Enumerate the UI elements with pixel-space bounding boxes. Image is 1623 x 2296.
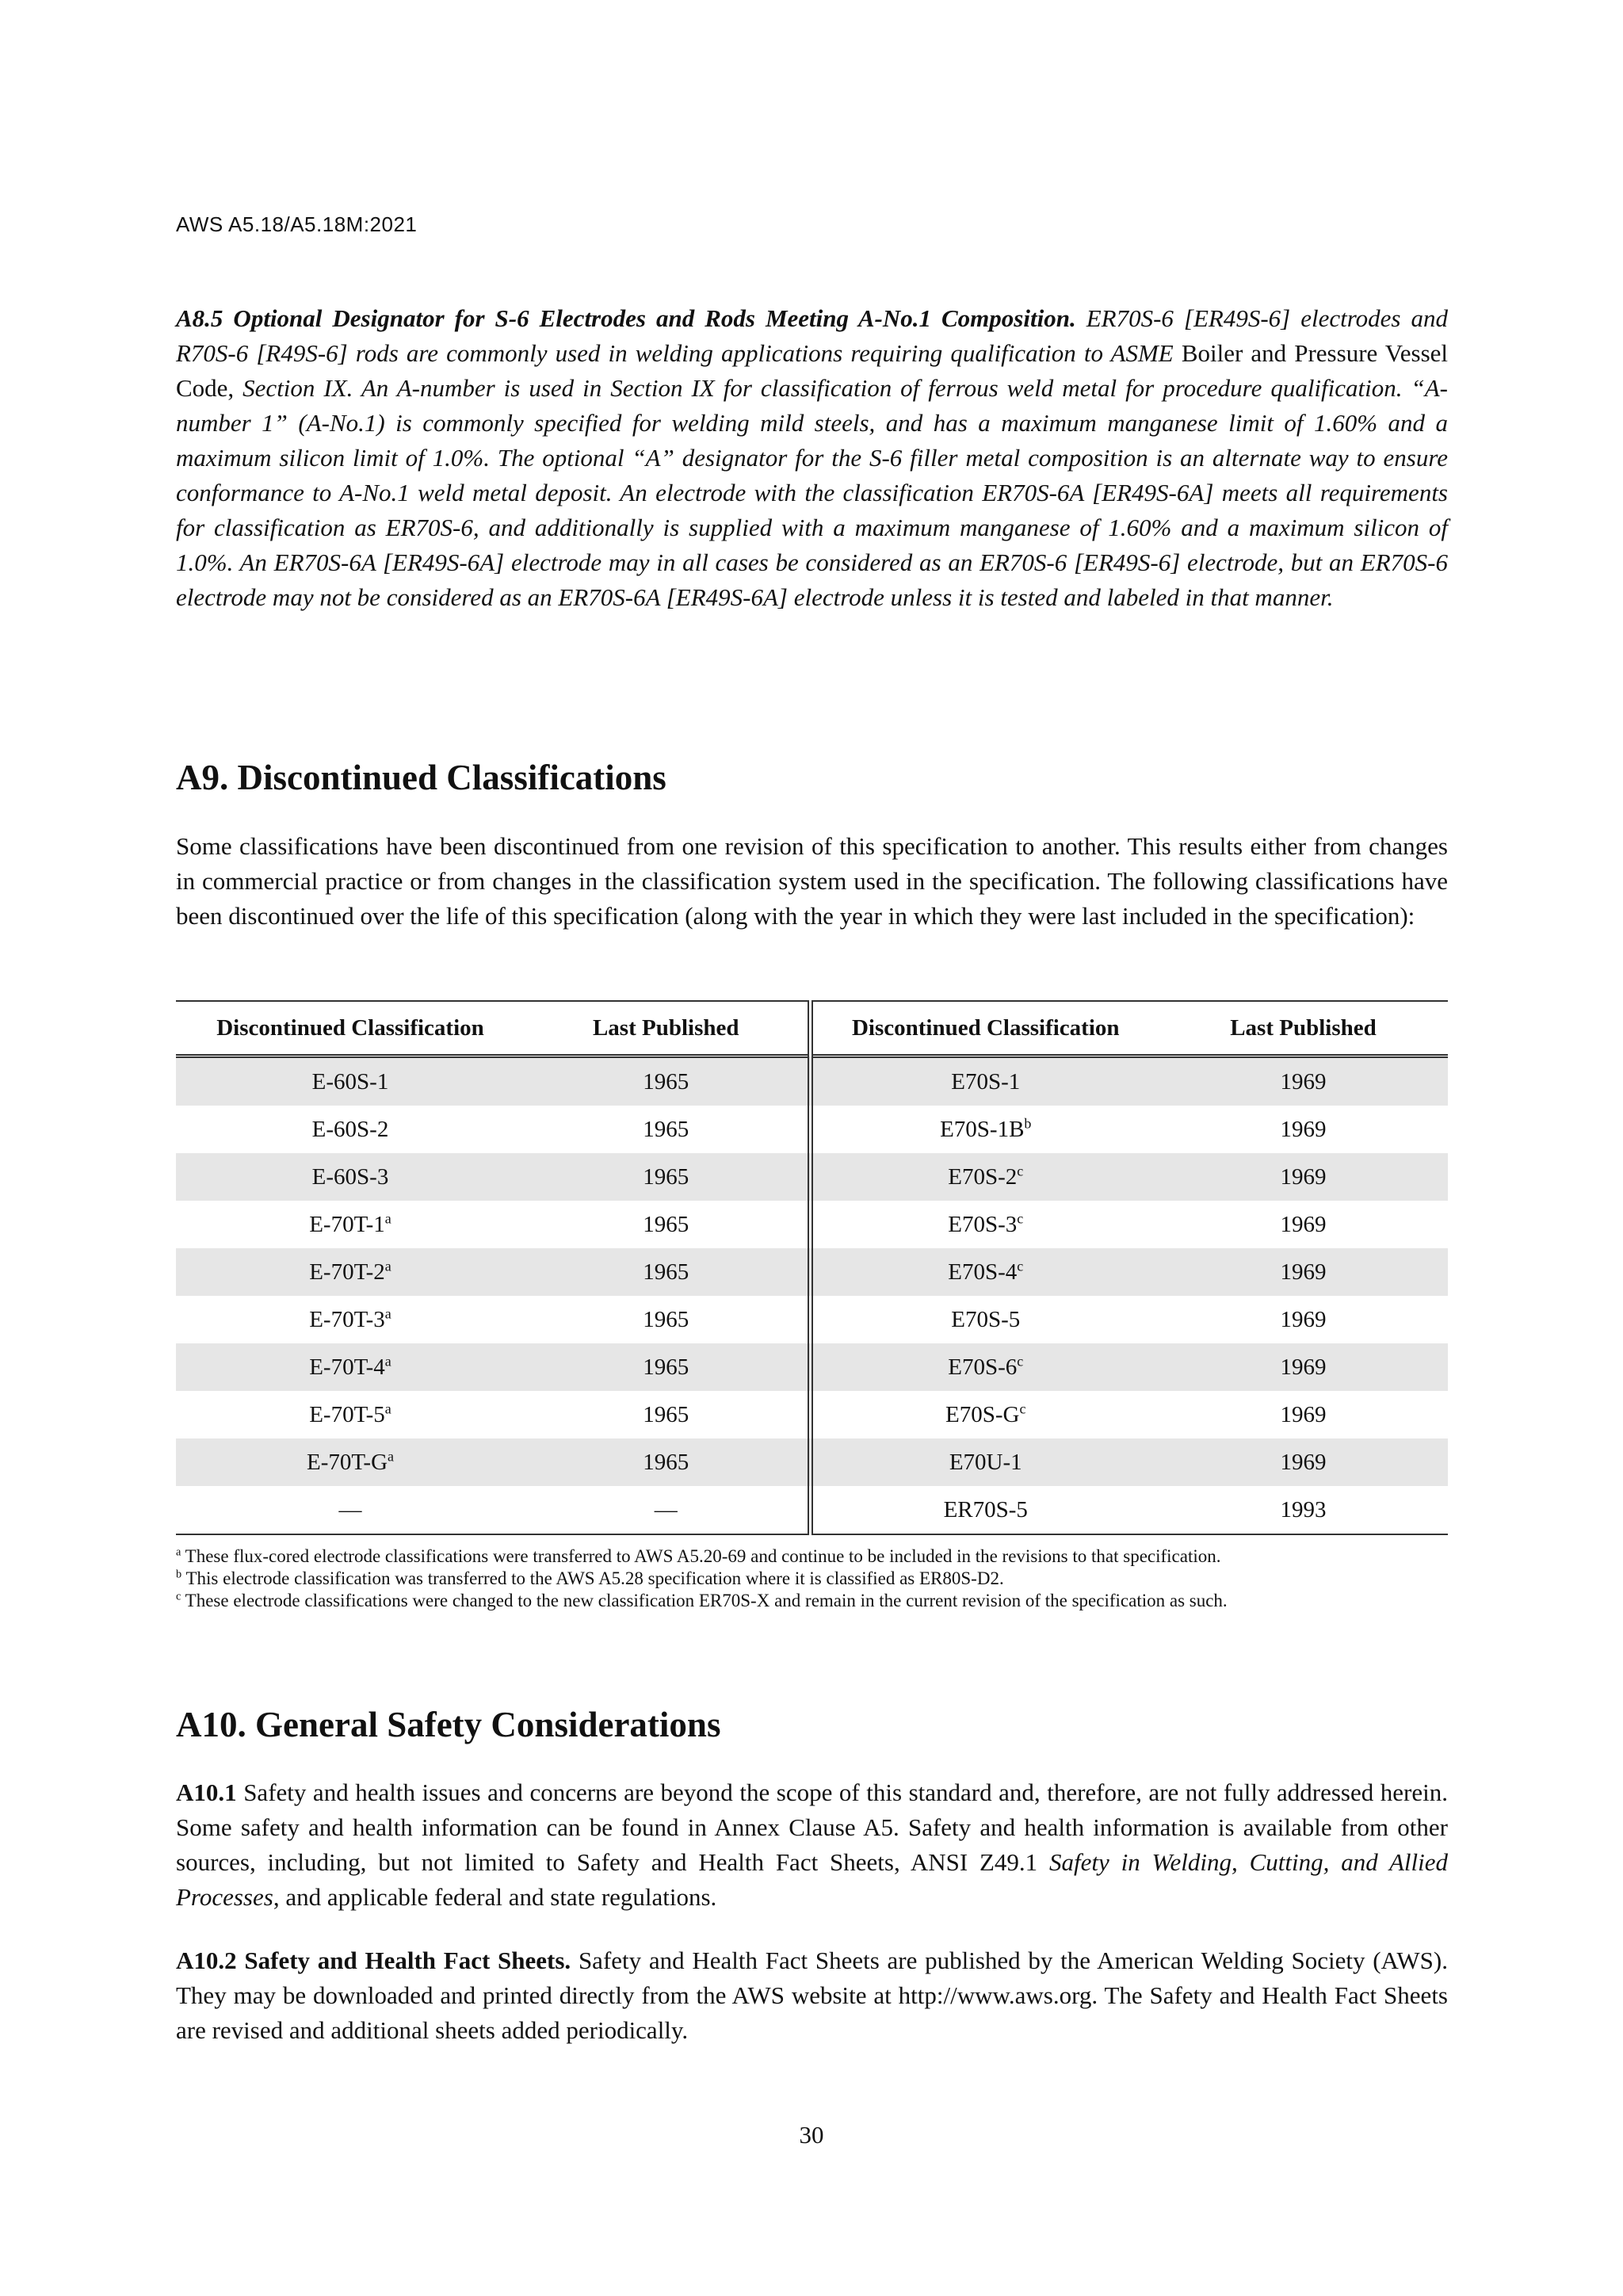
year-cell: 1965 bbox=[525, 1056, 810, 1106]
a8-5-title: A8.5 Optional Designator for S-6 Electrodes and Rods Meeting A-No.1 Composition. bbox=[176, 304, 1076, 332]
year-cell: 1969 bbox=[1159, 1438, 1448, 1486]
footnote-marker: a bbox=[388, 1447, 394, 1464]
classification-cell: E-70T-3$^a$ bbox=[309, 1305, 391, 1332]
year-cell: 1965 bbox=[525, 1248, 810, 1296]
classification-cell: E70S-6$^c$ bbox=[810, 1343, 1159, 1391]
year-cell: 1965 bbox=[525, 1201, 810, 1248]
table-row bbox=[176, 1296, 1448, 1343]
footnote: $^b$ This electrode classification was transferred to the AWS A5.28 specification where it is classified as ER80S-D2. bbox=[176, 1568, 1004, 1588]
table-row bbox=[176, 1343, 1448, 1391]
footnote: $^c$ These electrode classifications were changed to the new classification ER70S-X and remain in the current revision of the specification as such. bbox=[176, 1590, 1228, 1610]
classification-cell: $E-70T-G^a$ bbox=[176, 1438, 525, 1486]
year-cell: 1969 bbox=[1280, 1211, 1327, 1237]
footnote-marker: a bbox=[384, 1257, 391, 1274]
a8-5-section: Section IX. bbox=[242, 374, 353, 402]
year-cell: 1965 bbox=[525, 1153, 810, 1201]
classification-cell: E-60S-2 bbox=[311, 1116, 389, 1142]
classification-cell: E-60S-1 bbox=[176, 1056, 525, 1106]
footnote-marker: c bbox=[1019, 1400, 1026, 1416]
year-cell: 1969 bbox=[1159, 1248, 1448, 1296]
year-cell: 1965 bbox=[525, 1391, 810, 1438]
year-cell: 1965 bbox=[525, 1438, 810, 1486]
column-header: Last Published bbox=[1159, 1001, 1448, 1056]
year-cell: 1965 bbox=[525, 1296, 810, 1343]
classification-cell: E-70T-1$^a$ bbox=[309, 1209, 391, 1237]
a8-5-text-2: An A-number is used in Section IX for classification of ferrous weld metal for procedure qualification. “A-number 1” (A-No.1) is commonly specified for welding mild steels, and has a maximum manganese limit of 1.60% and a maximum silicon limit of 1.0%. The optional “A” designator for the S-6 filler metal composition is an alternate way to ensure conformance to A-No.1 weld metal deposit. An electrode with the classification ER70S-6A [ER49S-6A] meets all requirements for classification as ER70S-6, and additionally is supplied with a maximum manganese of 1.60% and a maximum silicon of 1.0%. An ER70S-6A [ER49S-6A] electrode may in all cases be considered as an ER70S-6 [ER49S-6] electrode, but an ER70S-6 electrode may not be considered as an ER70S-6A [ER49S-6A] electrode unless it is tested and labeled in that manner. bbox=[176, 374, 1448, 611]
classification-cell: E70S-5 bbox=[951, 1306, 1021, 1332]
classification-cell: E70S-1 bbox=[810, 1056, 1159, 1106]
a8-5-text-1: ER70S-6 [ER49S-6] electrodes and R70S-6 [R49S-6] rods are commonly used in welding applications requiring qualification to bbox=[176, 304, 1449, 367]
a10-1-label: A10.1 bbox=[176, 1778, 237, 1806]
year-cell: 1969 bbox=[1280, 1306, 1327, 1332]
year-cell: 1965 bbox=[525, 1106, 810, 1153]
footnote-marker: b bbox=[1024, 1114, 1032, 1131]
section-a8-5-paragraph bbox=[176, 301, 1448, 615]
year-cell: — bbox=[525, 1486, 810, 1534]
a9-paragraph: Some classifications have been discontinued from one revision of this specification to another. This results either from changes in commercial practice or from changes in the classification system used in the specification. The following classifications have been discontinued over the life of this specification (along with the year in which they were last included in the specification): bbox=[176, 832, 1448, 930]
year-cell: 1969 bbox=[1159, 1343, 1448, 1391]
footnote-marker: a bbox=[384, 1352, 391, 1369]
classification-cell: E-60S-3 bbox=[176, 1153, 525, 1201]
a8-5-asme: ASME bbox=[1110, 339, 1174, 367]
year-cell: 1965 bbox=[525, 1343, 810, 1391]
footnote-marker: c bbox=[1017, 1162, 1024, 1179]
table-row bbox=[176, 1056, 1448, 1106]
table-row bbox=[176, 1391, 1448, 1438]
classification-cell: E-70T-5$^a$ bbox=[309, 1400, 391, 1427]
footnote-marker: a bbox=[384, 1209, 391, 1226]
a10-2-paragraph bbox=[176, 1943, 1448, 2048]
discontinued-classifications-table bbox=[176, 1000, 1448, 1535]
classification-cell: E70U-1 bbox=[810, 1438, 1159, 1486]
classification-cell: E-70T-2$^a$ bbox=[176, 1248, 525, 1296]
classification-cell: $E70S-1B^b$ bbox=[940, 1114, 1032, 1142]
table-row bbox=[176, 1248, 1448, 1296]
footnote: $^a$ These flux-cored electrode classifications were transferred to AWS A5.20-69 and continue to be included in the revisions to that specification. bbox=[176, 1545, 1221, 1566]
footnote-marker: c bbox=[1017, 1352, 1024, 1369]
table-row bbox=[176, 1153, 1448, 1201]
classification-cell: E70S-3$^c$ bbox=[948, 1209, 1024, 1237]
footnote-marker: a bbox=[384, 1400, 391, 1416]
column-header: Discontinued Classification bbox=[810, 1001, 1159, 1056]
footnote-marker: a bbox=[384, 1305, 391, 1321]
classification-cell: ER70S-5 bbox=[810, 1486, 1159, 1534]
year-cell: 1969 bbox=[1280, 1116, 1327, 1142]
classification-cell: $E70S-G^c$ bbox=[945, 1400, 1026, 1427]
section-heading-a10: A10. General Safety Considerations bbox=[176, 1705, 721, 1744]
column-header: Discontinued Classification bbox=[176, 1001, 525, 1056]
a10-1-tail: , and applicable federal and state regulations. bbox=[273, 1883, 717, 1911]
section-heading-a9: A9. Discontinued Classifications bbox=[176, 758, 666, 797]
year-cell: 1993 bbox=[1159, 1486, 1448, 1534]
year-cell: 1969 bbox=[1280, 1401, 1327, 1427]
a10-1-paragraph bbox=[176, 1775, 1448, 1915]
year-cell: 1969 bbox=[1159, 1056, 1448, 1106]
footnote-marker: c bbox=[1017, 1257, 1024, 1274]
classification-cell: E70S-4$^c$ bbox=[810, 1248, 1159, 1296]
classification-cell: — bbox=[176, 1486, 525, 1534]
column-header: Last Published bbox=[525, 1001, 810, 1056]
year-cell: 1969 bbox=[1159, 1153, 1448, 1201]
a10-1-text: Safety and health issues and concerns are beyond the scope of this standard and, therefore, are not fully addressed herein. Some safety and health information can be found in Annex Clause A5. Safety and health information is available from other sources, including, but not limited to Safety and Health Fact Sheets, ANSI Z49.1 bbox=[176, 1778, 1448, 1876]
a10-2-label: A10.2 Safety and Health Fact Sheets. bbox=[176, 1946, 571, 1974]
table-row bbox=[176, 1486, 1448, 1534]
table-header-row bbox=[176, 1001, 1448, 1056]
a10-1-title: Safety in Welding, Cutting, and Allied Processes bbox=[176, 1848, 1449, 1911]
page-number: 30 bbox=[799, 2121, 824, 2149]
table-row bbox=[176, 1106, 1448, 1153]
footnote-marker: c bbox=[1017, 1209, 1024, 1226]
a8-5-code-title: Boiler and Pressure Vessel Code, bbox=[176, 339, 1449, 402]
running-header: AWS A5.18/A5.18M:2021 bbox=[176, 212, 418, 236]
table-row bbox=[176, 1438, 1448, 1486]
table-footnotes bbox=[176, 1545, 1448, 1612]
classification-cell: E70S-2$^c$ bbox=[810, 1153, 1159, 1201]
a10-2-text: Safety and Health Fact Sheets are published by the American Welding Society (AWS). They may be downloaded and printed directly from the AWS website at http://www.aws.org. The Safety and Health Fact Sheets are revised and additional sheets added periodically. bbox=[176, 1946, 1448, 2044]
table-row bbox=[176, 1201, 1448, 1248]
classification-cell: E-70T-4$^a$ bbox=[176, 1343, 525, 1391]
